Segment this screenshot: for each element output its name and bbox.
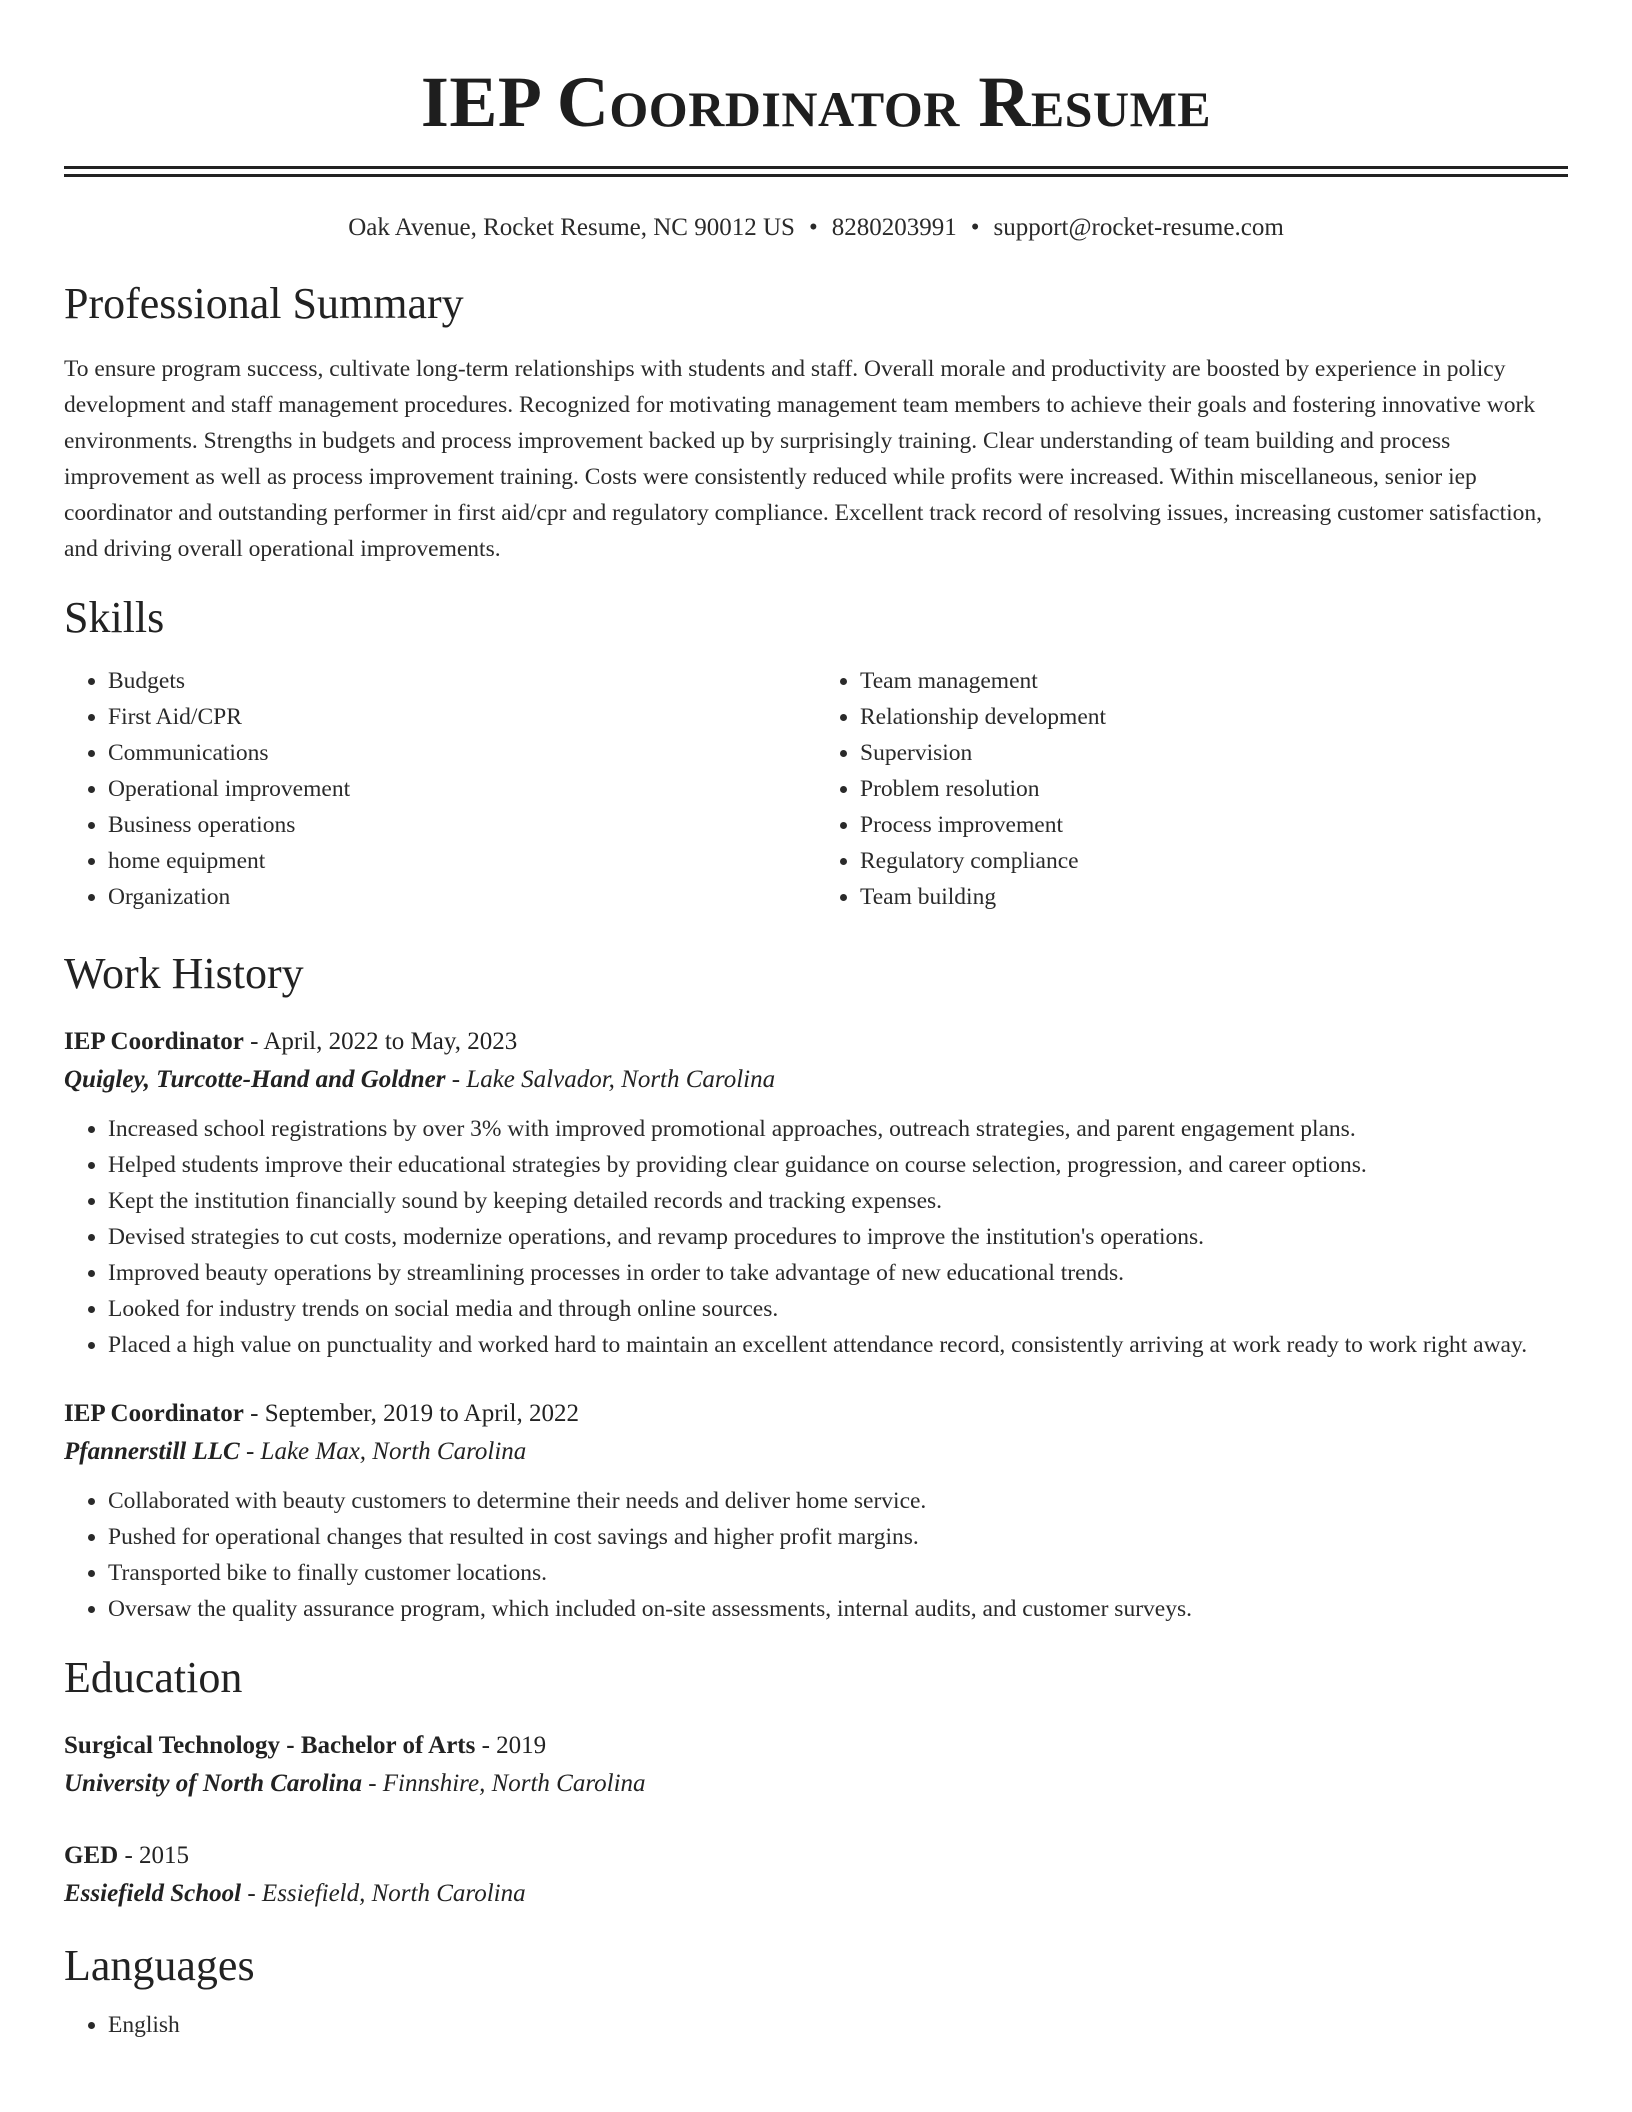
work-history-section: [64, 949, 1568, 1627]
job-duty: • Pushed for operational changes that resulted in cost savings and higher profit margins.: [108, 1519, 1568, 1555]
skills-section: [64, 593, 1568, 915]
education-school-line: [64, 1875, 1568, 1913]
job-duties-list: [64, 1111, 1568, 1363]
job-duty: • Devised strategies to cut costs, modernize operations, and revamp procedures to improve the institution's operations.: [108, 1219, 1568, 1255]
job-dates: - September, 2019 to April, 2022: [243, 1400, 579, 1427]
languages-heading: Languages: [64, 1941, 255, 1990]
education-school: University of North Carolina: [64, 1770, 362, 1797]
skill-item: • Relationship development: [860, 699, 1568, 735]
job-duty: • Collaborated with beauty customers to determine their needs and deliver home service.: [108, 1483, 1568, 1519]
skill-item: • Problem resolution: [860, 771, 1568, 807]
job-duty: • Kept the institution financially sound by keeping detailed records and tracking expenses.: [108, 1183, 1568, 1219]
education-location: - Finnshire, North Carolina: [361, 1770, 646, 1797]
job-employer-line: [64, 1433, 1568, 1471]
job-entry: [64, 1395, 1568, 1627]
education-degree: GED: [64, 1842, 119, 1869]
education-degree-line: [64, 1837, 1568, 1875]
contact-separator: •: [808, 214, 818, 241]
job-entry: [64, 1023, 1568, 1363]
job-title: IEP Coordinator: [64, 1028, 244, 1055]
skill-item: • Organization: [108, 879, 816, 915]
education-section: [64, 1653, 1568, 1913]
resume-title: IEP Coordinator Resume: [420, 62, 1212, 142]
skills-list-right: [816, 663, 1568, 915]
skill-item: • Team management: [860, 663, 1568, 699]
job-company: Pfannerstill LLC: [64, 1438, 240, 1465]
skill-item: • Supervision: [860, 735, 1568, 771]
contact-address: Oak Avenue, Rocket Resume, NC 90012 US: [348, 214, 795, 241]
education-entry: [64, 1837, 1568, 1913]
skill-item: • home equipment: [108, 843, 816, 879]
education-school: Essiefield School: [64, 1880, 242, 1907]
skill-item: • Team building: [860, 879, 1568, 915]
job-heading: [64, 1023, 1568, 1061]
skill-item: • Operational improvement: [108, 771, 816, 807]
education-location: - Essiefield, North Carolina: [241, 1880, 526, 1907]
skill-item: • Budgets: [108, 663, 816, 699]
skill-item: • Process improvement: [860, 807, 1568, 843]
education-degree-line: [64, 1727, 1568, 1765]
job-company: Quigley, Turcotte-Hand and Goldner: [64, 1066, 446, 1093]
job-duty: • Improved beauty operations by streamlining processes in order to take advantage of new educational trends.: [108, 1255, 1568, 1291]
job-duty: • Increased school registrations by over 3% with improved promotional approaches, outreach strategies, and parent engagement plans.: [108, 1111, 1568, 1147]
job-duty: • Oversaw the quality assurance program, which included on-site assessments, internal audits, and customer surveys.: [108, 1591, 1568, 1627]
education-entry: [64, 1727, 1568, 1803]
skill-item: • Communications: [108, 735, 816, 771]
skill-item: • Business operations: [108, 807, 816, 843]
contact-separator: •: [970, 214, 980, 241]
job-dates: - April, 2022 to May, 2023: [243, 1028, 518, 1055]
skills-heading: Skills: [64, 593, 165, 642]
job-duty: • Placed a high value on punctuality and worked hard to maintain an excellent attendance record, consistently arriving at work ready to work right away.: [108, 1327, 1568, 1363]
summary-section: [64, 279, 1568, 567]
summary-heading: Professional Summary: [64, 279, 464, 328]
job-duty: • Transported bike to finally customer locations.: [108, 1555, 1568, 1591]
skills-list-left: [64, 663, 816, 915]
title-divider: [64, 166, 1568, 177]
language-item: • English: [108, 2007, 1568, 2043]
job-employer-line: [64, 1061, 1568, 1099]
job-heading: [64, 1395, 1568, 1433]
education-degree: Surgical Technology - Bachelor of Arts: [64, 1732, 476, 1759]
education-heading: Education: [64, 1653, 243, 1702]
job-duty: • Looked for industry trends on social media and through online sources.: [108, 1291, 1568, 1327]
education-year: - 2015: [118, 1842, 190, 1869]
job-duty: • Helped students improve their educational strategies by providing clear guidance on course selection, progression, and career options.: [108, 1147, 1568, 1183]
contact-line: [64, 211, 1568, 245]
job-duties-list: [64, 1483, 1568, 1627]
skills-columns: [64, 663, 1568, 915]
resume-page: [64, 0, 1568, 2043]
summary-text: To ensure program success, cultivate long-term relationships with students and staff. Overall morale and productivity are boosted by experience in policy development and staff management procedures. Recognized for motivating management team members to achieve their goals and fostering innovative work environments. Strengths in budgets and process improvement backed up by surprisingly training. Clear understanding of team building and process improvement as well as process improvement training. Costs were consistently reduced while profits were increased. Within miscellaneous, senior iep coordinator and outstanding performer in first aid/cpr and regulatory compliance. Excellent track record of resolving issues, increasing customer satisfaction, and driving overall operational improvements.: [64, 356, 1543, 562]
languages-section: [64, 1941, 1568, 2043]
skill-item: • First Aid/CPR: [108, 699, 816, 735]
contact-phone: 8280203991: [831, 214, 957, 241]
education-school-line: [64, 1765, 1568, 1803]
languages-list: [64, 2007, 1568, 2043]
skill-item: • Regulatory compliance: [860, 843, 1568, 879]
contact-email: support@rocket-resume.com: [993, 214, 1284, 241]
job-title: IEP Coordinator: [64, 1400, 244, 1427]
job-location: - Lake Max, North Carolina: [239, 1438, 527, 1465]
job-location: - Lake Salvador, North Carolina: [445, 1066, 776, 1093]
education-year: - 2019: [475, 1732, 547, 1759]
work-history-heading: Work History: [64, 949, 304, 998]
